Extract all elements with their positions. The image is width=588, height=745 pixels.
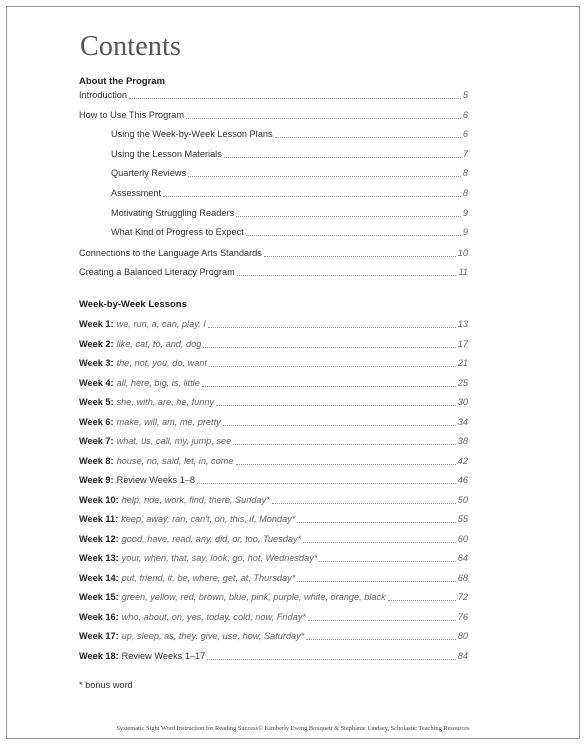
week-label: Week 18: [79,651,119,661]
toc-week-entry [79,416,468,429]
section-heading-weekly: Week-by-Week Lessons [79,299,187,310]
week-words: the, not, you, do, want [116,358,207,368]
dot-leader [236,208,461,217]
toc-week-entry [79,552,468,565]
week-words: make, will, am, me, pretty [116,417,221,427]
toc-entry-page: 10 [457,248,468,258]
week-label: Week 14: [79,573,119,583]
dot-leader [272,495,456,504]
toc-entry-label: Connections to the Language Arts Standards [79,248,262,258]
toc-entry-page: 34 [457,417,468,427]
dot-leader [308,612,456,621]
dot-leader [233,436,455,445]
week-words: we, run, a, can, play, I [116,319,206,329]
dot-leader [237,267,457,276]
toc-week-entry [79,591,468,604]
week-words: put, friend, it, be, where, get, at, Thursday* [121,573,296,583]
toc-entry-page: 55 [457,514,468,524]
toc-entry [79,266,468,279]
week-label: Week 9: [79,475,114,485]
week-words: green, yellow, red, brown, blue, pink, purple, white, orange, black [121,592,386,602]
toc-entry-label: Using the Lesson Materials [111,149,222,159]
toc-entry-page: 8 [462,168,468,178]
week-label: Week 8: [79,456,114,466]
page-title: Contents [80,31,182,62]
toc-week-entry [79,396,468,409]
toc-week-entry [79,318,468,331]
toc-week-entry [79,630,468,643]
toc-entry-page: 80 [457,631,468,641]
toc-week-entry [79,611,468,624]
week-label: Week 4: [79,378,114,388]
toc-entry [79,109,468,122]
dot-leader [209,358,456,367]
toc-entry-page: 76 [457,612,468,622]
dot-leader [197,475,456,484]
week-label: Week 13: [79,553,119,563]
week-label: Week 1: [79,319,114,329]
toc-week-entry [79,533,468,546]
document-page [6,6,580,739]
dot-leader [129,90,461,99]
week-words: all, here, big, is, little [116,378,200,388]
toc-entry [111,167,468,180]
toc-entry-page: 42 [457,456,468,466]
toc-week-entry [79,494,468,507]
toc-entry [111,187,468,200]
dot-leader [246,227,461,236]
week-words: like, cat, to, and, dog [116,339,202,349]
week-words: who, about, on, yes, today, cold, now, Friday* [121,612,306,622]
toc-entry-label: Quarterly Reviews [111,168,187,178]
dot-leader [297,573,455,582]
week-words: she, with, are, he, funny [116,397,215,407]
dot-leader [202,378,456,387]
toc-entry [111,148,468,161]
dot-leader [216,397,456,406]
toc-entry-label: Assessment [111,188,162,198]
toc-entry [79,89,468,102]
dot-leader [208,319,456,328]
week-words: Review Weeks 1–8 [116,475,196,485]
toc-entry-page: 60 [457,534,468,544]
toc-entry-page: 21 [457,358,468,368]
toc-entry-page: 6 [462,110,468,120]
toc-week-entry [79,435,468,448]
toc-week-entry [79,455,468,468]
week-label: Week 6: [79,417,114,427]
toc-entry-label: Creating a Balanced Literacy Program [79,267,235,277]
toc-entry [79,247,468,260]
toc-entry-page: 13 [457,319,468,329]
toc-entry-label: What Kind of Progress to Expect [111,227,244,237]
toc-entry [111,207,468,220]
week-words: your, when, that, say, look, go, hot, Wednesday* [121,553,318,563]
week-words: house, no, said, let, in, come [116,456,234,466]
toc-entry-label: Motivating Struggling Readers [111,208,235,218]
dot-leader [297,514,455,523]
week-label: Week 11: [79,514,119,524]
toc-entry-label: Introduction [79,90,128,100]
toc-entry-page: 17 [457,339,468,349]
week-label: Week 7: [79,436,114,446]
dot-leader [163,188,461,197]
toc-entry-page: 8 [462,188,468,198]
dot-leader [319,553,455,562]
dot-leader [223,417,456,426]
dot-leader [236,456,456,465]
dot-leader [303,534,456,543]
toc-entry-label: Using the Week-by-Week Lesson Plans [111,129,273,139]
dot-leader [186,110,461,119]
toc-entry-page: 9 [462,227,468,237]
toc-week-entry [79,572,468,585]
toc-entry-page: 7 [462,149,468,159]
week-words: good, have, read, any, did, or, too, Tuesday* [121,534,302,544]
week-label: Week 2: [79,339,114,349]
toc-entry-page: 64 [457,553,468,563]
toc-entry-page: 84 [457,651,468,661]
page-footer: Systematic Sight Word Instruction for Reading Success© Kimberly Ewing Bouquett & Stephanie Lindsey, Scholastic Teaching Resources [116,725,470,732]
dot-leader [275,129,461,138]
week-label: Week 12: [79,534,119,544]
toc-entry-label: How to Use This Program [79,110,185,120]
week-words: keep, away, ran, can't, on, this, if, Monday* [121,514,296,524]
toc-entry [111,128,468,141]
dot-leader [203,339,455,348]
toc-entry-page: 11 [458,267,468,277]
toc-week-entry [79,338,468,351]
toc-week-entry [79,474,468,487]
dot-leader [264,248,456,257]
toc-week-entry [79,650,468,663]
week-label: Week 5: [79,397,114,407]
dot-leader [224,149,461,158]
section-heading-about: About the Program [79,76,166,87]
toc-entry-page: 5 [462,90,468,100]
toc-entry-page: 25 [457,378,468,388]
toc-week-entry [79,357,468,370]
toc-entry-page: 6 [462,129,468,139]
week-words: help, ride, work, find, there, Sunday* [121,495,270,505]
toc-entry [111,226,468,239]
toc-entry-page: 50 [457,495,468,505]
week-label: Week 10: [79,495,119,505]
toc-week-entry [79,377,468,390]
dot-leader [306,631,455,640]
footnote: * bonus word [79,680,133,690]
dot-leader [207,651,456,660]
week-label: Week 17: [79,631,119,641]
toc-entry-page: 46 [457,475,468,485]
toc-entry-page: 30 [457,397,468,407]
week-words: what, us, call, my, jump, see [116,436,232,446]
week-label: Week 3: [79,358,114,368]
week-words: up, sleep, as, they, give, use, how, Saturday* [121,631,305,641]
dot-leader [388,592,456,601]
toc-entry-page: 9 [462,208,468,218]
dot-leader [188,168,461,177]
week-label: Week 15: [79,592,119,602]
toc-entry-page: 38 [457,436,468,446]
toc-entry-page: 68 [457,573,468,583]
toc-week-entry [79,513,468,526]
toc-entry-page: 72 [457,592,468,602]
week-words: Review Weeks 1–17 [121,651,206,661]
week-label: Week 16: [79,612,119,622]
